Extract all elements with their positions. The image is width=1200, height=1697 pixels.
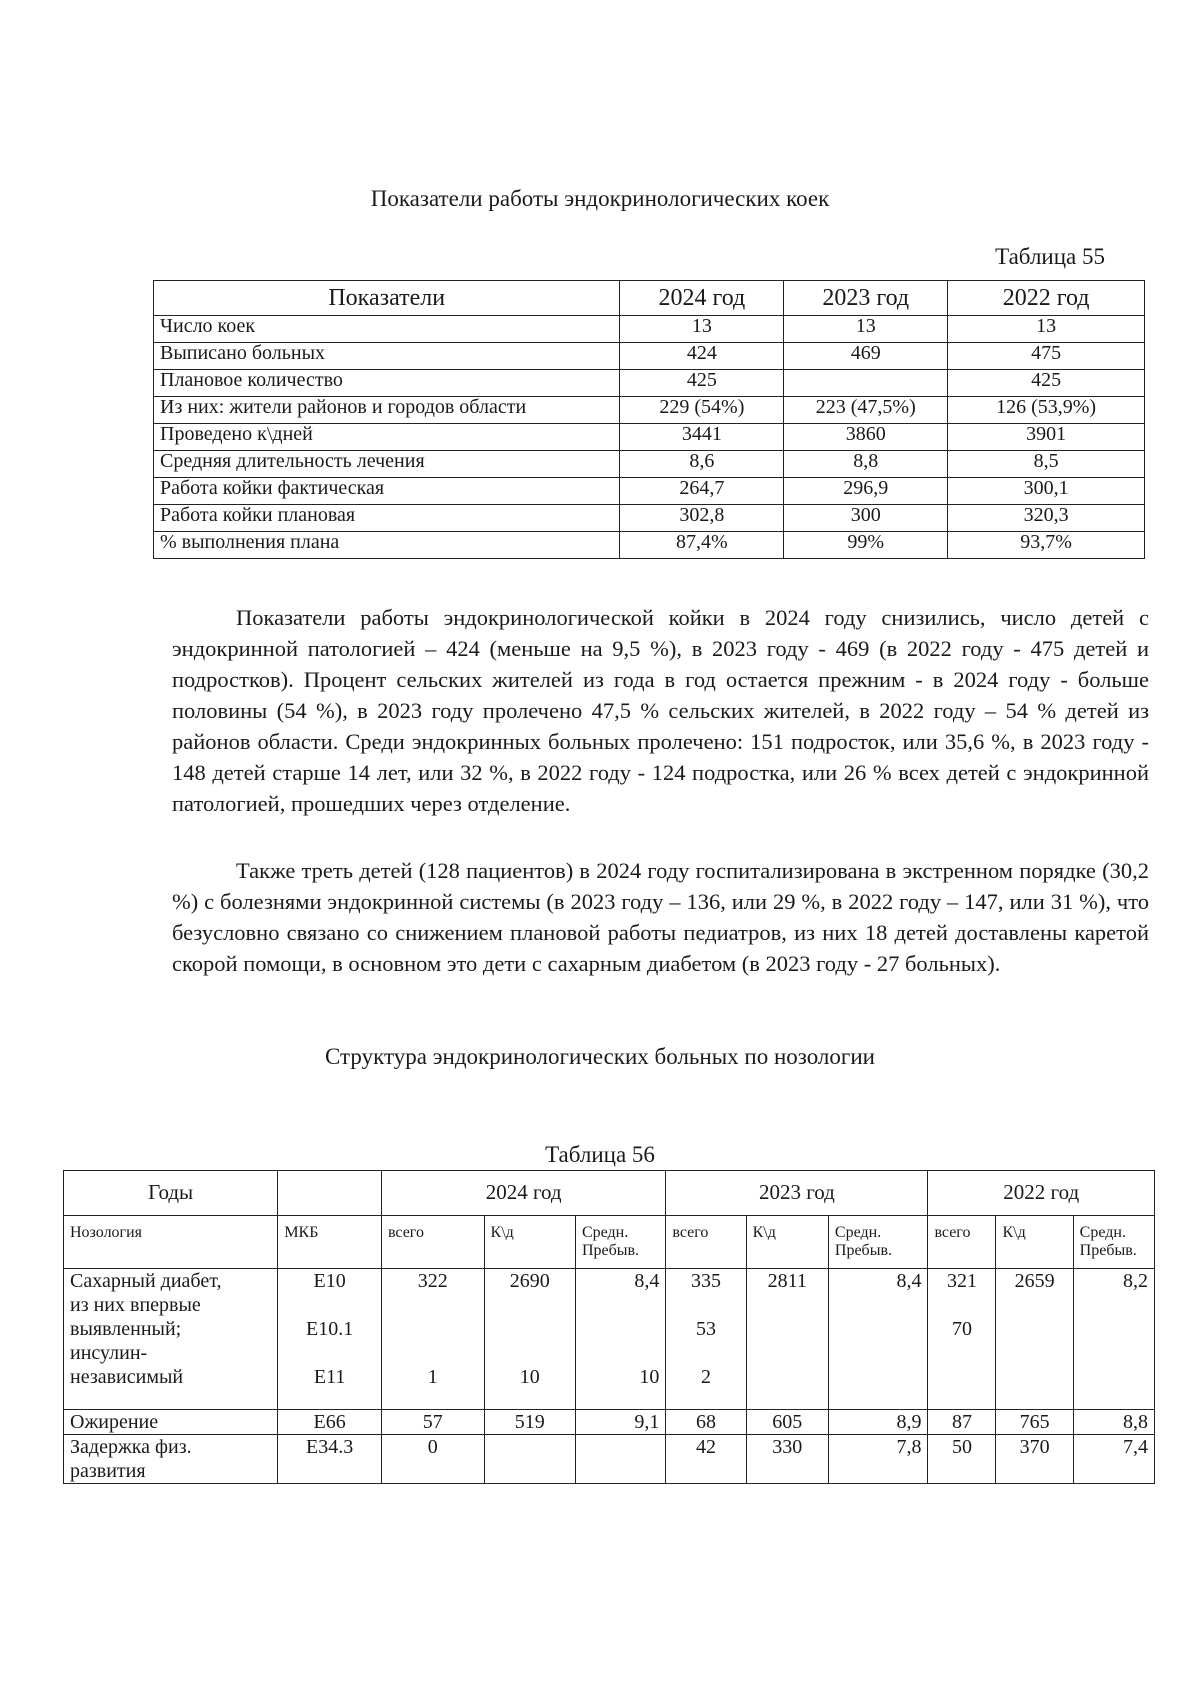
table-cell: 0 — [381, 1435, 484, 1484]
row-label-line: независимый — [70, 1366, 184, 1388]
column-header: 2024 год — [620, 281, 784, 316]
table-cell — [746, 1269, 828, 1410]
table-cell: 99% — [784, 532, 948, 559]
table-cell-value: 70 — [951, 1318, 972, 1340]
bed-days-header: К\д — [746, 1216, 828, 1269]
row-label-line: выявленный; — [70, 1318, 182, 1340]
table-cell: 8,8 — [784, 451, 948, 478]
table-cell: 93,7% — [948, 532, 1145, 559]
table-cell-value: 2811 — [767, 1270, 807, 1292]
row-label-line: инсулин- — [70, 1342, 148, 1364]
table-row — [154, 505, 1145, 532]
table-cell: 469 — [784, 343, 948, 370]
table-cell — [278, 1269, 382, 1410]
table-row — [154, 316, 1145, 343]
row-label: Плановое количество — [154, 370, 620, 397]
table-cell: 223 (47,5%) — [784, 397, 948, 424]
table-55 — [153, 280, 1145, 559]
empty-header — [278, 1171, 382, 1216]
table-cell — [996, 1269, 1073, 1410]
table-cell — [381, 1269, 484, 1410]
bed-days-header: К\д — [484, 1216, 575, 1269]
table-cell-value: 8,2 — [1123, 1270, 1148, 1292]
table-cell: 13 — [948, 316, 1145, 343]
table-cell-value: 8,4 — [896, 1270, 922, 1292]
year-2024-header: 2024 год — [381, 1171, 665, 1216]
table-cell: 87 — [928, 1410, 996, 1435]
table-row — [154, 424, 1145, 451]
total-header: всего — [381, 1216, 484, 1269]
table-cell-value: 322 — [417, 1270, 448, 1292]
table-cell-value: 1 — [427, 1366, 438, 1388]
table-cell: 68 — [666, 1410, 746, 1435]
table-cell: 3441 — [620, 424, 784, 451]
table-cell: 320,3 — [948, 505, 1145, 532]
mkb-header: МКБ — [278, 1216, 382, 1269]
year-2022-header: 2022 год — [928, 1171, 1155, 1216]
table-cell: 13 — [784, 316, 948, 343]
row-label: Число коек — [154, 316, 620, 343]
table-row — [154, 478, 1145, 505]
table-cell: 302,8 — [620, 505, 784, 532]
table-cell: 8,8 — [1073, 1410, 1154, 1435]
table-cell-value: 8,4 — [634, 1270, 660, 1292]
year-2023-header: 2023 год — [666, 1171, 928, 1216]
table-cell: 9,1 — [575, 1410, 665, 1435]
table-cell — [828, 1269, 928, 1410]
row-label: Работа койки фактическая — [154, 478, 620, 505]
table-cell: 57 — [381, 1410, 484, 1435]
row-label: Задержка физ. развития — [64, 1435, 278, 1484]
table-cell — [784, 370, 948, 397]
table-cell: 7,8 — [828, 1435, 928, 1484]
table56-title: Структура эндокринологических больных по нозологии — [325, 1044, 875, 1069]
table-cell — [484, 1269, 575, 1410]
table55-title: Показатели работы эндокринологических коек — [370, 186, 830, 211]
table-cell — [1073, 1269, 1154, 1410]
table-cell: 765 — [996, 1410, 1073, 1435]
table-row — [154, 370, 1145, 397]
table-cell-value: 2 — [700, 1366, 711, 1388]
table-cell-value: E10.1 — [306, 1318, 354, 1340]
table-cell-value: 335 — [690, 1270, 721, 1292]
table-cell — [484, 1435, 575, 1484]
table-cell: 519 — [484, 1410, 575, 1435]
table-cell-value: 10 — [519, 1366, 540, 1388]
table-cell-value: 2690 — [509, 1270, 550, 1292]
table-row — [64, 1435, 1155, 1484]
paragraph-2-text: Также треть детей (128 пациентов) в 2024 году госпитализирована в экстренном порядке (30,2 %) с болезнями эндокринной системы (в 2023 году – 136, или 29 %, в 2022 году – 147, или 31 %), что безусловно связано со снижением плановой работы педиатров, из них 18 детей доставлены каретой скорой помощи, в основном это дети с сахарным диабетом (в 2023 году - 27 больных). — [172, 858, 1149, 976]
table-cell — [575, 1269, 665, 1410]
table56-caption: Таблица 56 — [545, 1142, 655, 1167]
table55-caption: Таблица 55 — [995, 244, 1105, 269]
column-header: Показатели — [154, 281, 620, 316]
nosology-header: Нозология — [64, 1216, 278, 1269]
table-subheader-row — [64, 1216, 1155, 1269]
table-cell-value: 2659 — [1014, 1270, 1055, 1292]
avg-stay-header: Средн. Пребыв. — [1073, 1216, 1154, 1269]
table-cell: 87,4% — [620, 532, 784, 559]
table-row — [154, 451, 1145, 478]
table-cell: 50 — [928, 1435, 996, 1484]
table-cell: 370 — [996, 1435, 1073, 1484]
table-header-row — [64, 1171, 1155, 1216]
table-cell: 424 — [620, 343, 784, 370]
table-cell: 42 — [666, 1435, 746, 1484]
table-cell: E66 — [278, 1410, 382, 1435]
paragraph-2 — [172, 855, 1149, 979]
table-cell: 13 — [620, 316, 784, 343]
table-cell: 7,4 — [1073, 1435, 1154, 1484]
years-header: Годы — [64, 1171, 278, 1216]
table-row — [154, 532, 1145, 559]
row-label-line: Сахарный диабет, — [70, 1270, 222, 1292]
avg-stay-header: Средн. Пребыв. — [575, 1216, 665, 1269]
paragraph-1 — [172, 602, 1149, 819]
row-label-line: из них впервые — [70, 1294, 201, 1316]
table-row — [64, 1410, 1155, 1435]
total-header: всего — [666, 1216, 746, 1269]
row-label: Проведено к\дней — [154, 424, 620, 451]
paragraph-1-text: Показатели работы эндокринологической койки в 2024 году снизились, число детей с эндокринной патологией – 424 (меньше на 9,5 %), в 2023 году - 469 (в 2022 году - 475 детей и подростков). Процент сельских жителей из года в год остается прежним - в 2024 году - больше половины (54 %), в 2023 году пролечено 47,5 % сельских жителей, в 2022 году – 54 % детей из районов области. Среди эндокринных больных пролечено: 151 подросток, или 35,6 %, в 2023 году - 148 детей старше 14 лет, или 32 %, в 2022 году - 124 подростка, или 26 % всех детей с эндокринной патологией, прошедших через отделение. — [172, 605, 1149, 816]
table-cell: 330 — [746, 1435, 828, 1484]
column-header: 2022 год — [948, 281, 1145, 316]
table-cell-value: 321 — [946, 1270, 977, 1292]
table-cell: 425 — [620, 370, 784, 397]
table-56 — [63, 1170, 1155, 1484]
table-cell — [928, 1269, 996, 1410]
table-cell-value: E10 — [313, 1270, 346, 1292]
table-cell: 300 — [784, 505, 948, 532]
row-label: Из них: жители районов и городов области — [154, 397, 620, 424]
table-cell — [666, 1269, 746, 1410]
table-cell: 296,9 — [784, 478, 948, 505]
table-row — [64, 1269, 1155, 1410]
avg-stay-header: Средн. Пребыв. — [828, 1216, 928, 1269]
row-label: Выписано больных — [154, 343, 620, 370]
table-cell: 425 — [948, 370, 1145, 397]
row-label: Ожирение — [64, 1410, 278, 1435]
table-cell: 8,5 — [948, 451, 1145, 478]
table-cell: 3901 — [948, 424, 1145, 451]
table-header-row — [154, 281, 1145, 316]
table-cell: 300,1 — [948, 478, 1145, 505]
table-cell-value: 10 — [639, 1366, 660, 1388]
table-cell — [575, 1435, 665, 1484]
bed-days-header: К\д — [996, 1216, 1073, 1269]
table-cell: E34.3 — [278, 1435, 382, 1484]
table-cell: 3860 — [784, 424, 948, 451]
row-label: Средняя длительность лечения — [154, 451, 620, 478]
total-header: всего — [928, 1216, 996, 1269]
row-label: % выполнения плана — [154, 532, 620, 559]
row-label: Работа койки плановая — [154, 505, 620, 532]
table-cell: 264,7 — [620, 478, 784, 505]
table-cell-value: 53 — [695, 1318, 716, 1340]
table-cell: 8,9 — [828, 1410, 928, 1435]
table-cell: 605 — [746, 1410, 828, 1435]
table-row — [154, 397, 1145, 424]
row-label — [64, 1269, 278, 1410]
table-cell: 126 (53,9%) — [948, 397, 1145, 424]
table-cell: 8,6 — [620, 451, 784, 478]
table-cell: 229 (54%) — [620, 397, 784, 424]
column-header: 2023 год — [784, 281, 948, 316]
table-cell-value: E11 — [313, 1366, 346, 1388]
table-cell: 475 — [948, 343, 1145, 370]
table-row — [154, 343, 1145, 370]
